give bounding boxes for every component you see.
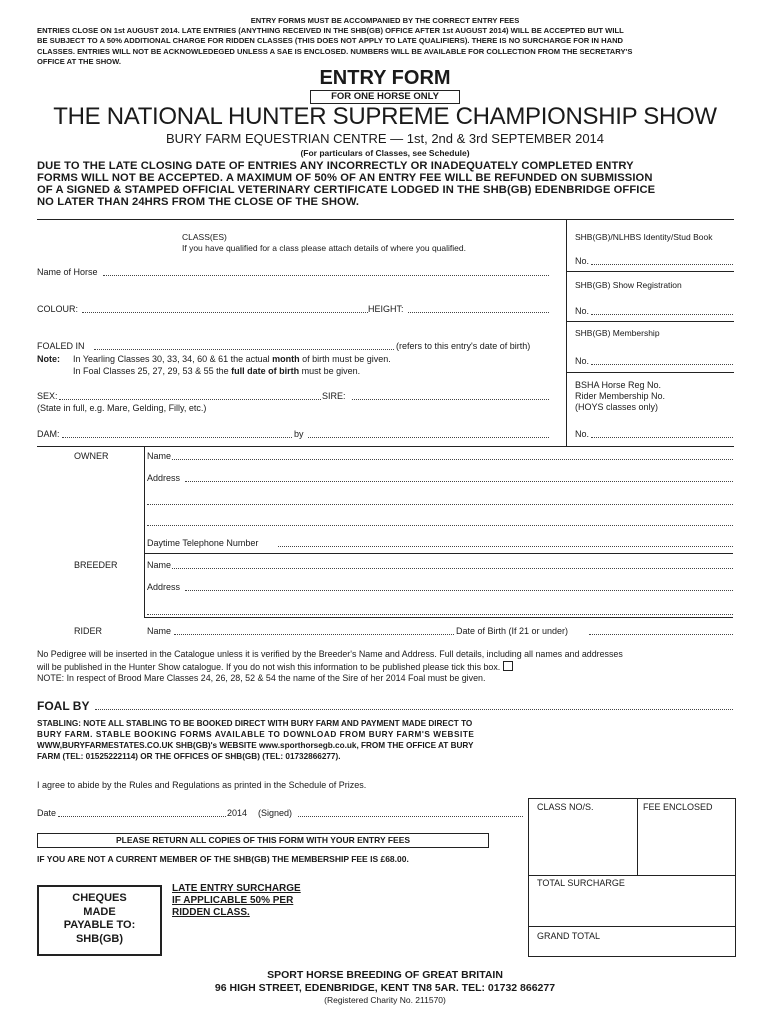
warning-line-1: DUE TO THE LATE CLOSING DATE OF ENTRIES ANY INCORRECTLY OR INADEQUATELY COMPLETED ENTRY (37, 160, 634, 172)
rider-label: RIDER (74, 626, 103, 636)
rider-name-label: Name (147, 626, 172, 636)
breeder-address-field-1[interactable] (185, 582, 733, 591)
one-horse-box: FOR ONE HORSE ONLY (310, 90, 460, 104)
owner-address-field-3[interactable] (147, 517, 733, 526)
note-line-1c: of birth must be given. (302, 354, 391, 364)
notice-line-4: CLASSES. ENTRIES WILL NOT BE ACKNOWLEDEGED UNLESS A SAE IS ENCLOSED. NUMBERS WILL BE AVAILABLE FOR COLLECTION FROM THE SECRETARY'S (37, 46, 633, 56)
note-line-1 (73, 354, 391, 364)
fee-enclosed-label: FEE ENCLOSED (643, 802, 713, 812)
note-line-2 (73, 366, 360, 376)
right-divider-1 (566, 271, 734, 272)
fee-table-col-divider (637, 798, 638, 875)
breeder-address-field-2[interactable] (147, 606, 733, 615)
classes-label: CLASS(ES) (182, 232, 227, 242)
warning-line-2: FORMS WILL NOT BE ACCEPTED. A MAXIMUM OF 50% OF AN ENTRY FEE WILL BE REFUNDED ON SUBMISSION (37, 172, 653, 184)
membership-no-label: No. (575, 356, 590, 366)
total-surcharge-label: TOTAL SURCHARGE (537, 878, 625, 888)
owner-breeder-bracket (144, 447, 145, 617)
warning-line-3: OF A SIGNED & STAMPED OFFICIAL VETERINARY CERTIFICATE LODGED IN THE SHB(GB) EDENBRIDGE OFFICE (37, 184, 656, 196)
name-of-horse-field[interactable] (103, 267, 549, 276)
cheques-line-2: MADE (83, 905, 116, 918)
particulars-note: (For particulars of Classes, see Schedule) (300, 148, 470, 158)
foaled-in-label: FOALED IN (37, 341, 85, 351)
owner-address-label: Address (147, 473, 181, 483)
note-line-2b: full date of birth (231, 366, 300, 376)
cheques-line-4: SHB(GB) (75, 932, 124, 945)
notice-line-3: BE SUBJECT TO A 50% ADDITIONAL CHARGE FOR RIDDEN CLASSES (THIS DOES NOT APPLY TO LATE QUALIFIERS). THERE IS NO SURCHARGE FOR IN HAND (37, 36, 624, 46)
rider-name-field[interactable] (174, 626, 454, 635)
show-name: THE NATIONAL HUNTER SUPREME CHAMPIONSHIP SHOW (53, 103, 717, 130)
stud-book-no-field[interactable] (591, 256, 733, 265)
colour-field[interactable] (82, 304, 368, 313)
foal-by-field[interactable] (95, 701, 733, 710)
breeder-address-label: Address (147, 582, 181, 592)
agree-text: I agree to abide by the Rules and Regulations as printed in the Schedule of Prizes. (37, 780, 367, 790)
bsha-line-2: Rider Membership No. (575, 391, 666, 401)
by-field[interactable] (308, 429, 549, 438)
warning-block (37, 160, 655, 208)
breeder-name-field[interactable] (172, 560, 733, 569)
rider-dob-field[interactable] (589, 626, 733, 635)
note-line-2a: In Foal Classes 25, 27, 29, 53 & 55 the (73, 366, 229, 376)
note-label: Note: (37, 354, 60, 364)
owner-name-label: Name (147, 451, 172, 461)
stud-book-label: SHB(GB)/NLHBS Identity/Stud Book (575, 232, 713, 242)
breeder-name-label: Name (147, 560, 172, 570)
sire-field[interactable] (352, 391, 549, 400)
stabling-line-4: FARM (TEL: 01525222114) OR THE OFFICES OF SHB(GB) (TEL: 01732866277). (37, 752, 341, 761)
footer-address: 96 HIGH STREET, EDENBRIDGE, KENT TN8 5AR. TEL: 01732 866277 (214, 982, 556, 994)
signed-label: (Signed) (258, 808, 293, 818)
show-registration-label: SHB(GB) Show Registration (575, 280, 682, 290)
owner-address-field-1[interactable] (185, 473, 733, 482)
footer-org: SPORT HORSE BREEDING OF GREAT BRITAIN (267, 969, 503, 981)
owner-phone-label: Daytime Telephone Number (147, 538, 259, 548)
owner-phone-field[interactable] (278, 538, 733, 547)
owner-name-field[interactable] (172, 451, 733, 460)
right-divider-2 (566, 321, 734, 322)
bsha-line-1: BSHA Horse Reg No. (575, 380, 662, 390)
height-label: HEIGHT: (368, 304, 404, 314)
breeder-divider (144, 617, 733, 618)
late-surcharge-line-2: IF APPLICABLE 50% PER (172, 895, 294, 906)
stabling-line-3: WWW,BURYFARMESTATES.CO.UK SHB(GB)'s WEBSITE www.sporthorsegb.co.uk, FROM THE OFFICE AT BURY (37, 741, 474, 750)
foaled-in-field[interactable] (94, 341, 394, 350)
fee-enclosed-field[interactable] (639, 815, 733, 873)
notice-body (37, 26, 737, 68)
height-field[interactable] (408, 304, 549, 313)
entry-form-title: ENTRY FORM (319, 67, 451, 89)
venue: BURY FARM EQUESTRIAN CENTRE — 1st, 2nd & 3rd SEPTEMBER 2014 (165, 131, 605, 146)
publish-opt-out-checkbox[interactable] (503, 661, 513, 671)
form-mid-border (37, 446, 734, 447)
breeder-label: BREEDER (74, 560, 118, 570)
pedigree-line-2-text: will be published in the Hunter Show catalogue. If you do not wish this information to be published please tick this box. (37, 662, 501, 672)
colour-label: COLOUR: (37, 304, 79, 314)
date-year: 2014 (227, 808, 248, 818)
right-column-divider (566, 219, 567, 446)
late-surcharge-block (172, 883, 301, 919)
foaled-note: (refers to this entry's date of birth) (396, 341, 531, 351)
cheques-box (37, 885, 162, 956)
stud-book-no-label: No. (575, 256, 590, 266)
membership-no-field[interactable] (591, 356, 733, 365)
membership-fee-note: IF YOU ARE NOT A CURRENT MEMBER OF THE SHB(GB) THE MEMBERSHIP FEE IS £68.00. (37, 854, 409, 864)
notice-line-2: ENTRIES CLOSE ON 1st AUGUST 2014. LATE ENTRIES (ANYTHING RECEIVED IN THE SHB(GB) OFFICE AFTER 1st AUGUST 2014) WILL BE ACCEPTED BUT WILL (37, 26, 624, 35)
signature-field[interactable] (298, 808, 523, 817)
grand-total-label: GRAND TOTAL (537, 931, 601, 941)
stabling-block (37, 718, 587, 762)
stabling-line-2: BURY FARM. STABLE BOOKING FORMS AVAILABLE TO DOWNLOAD FROM BURY FARM'S WEBSITE (37, 730, 475, 739)
footer-charity: (Registered Charity No. 211570) (324, 995, 446, 1005)
form-top-border (37, 219, 734, 220)
cheques-line-1: CHEQUES (72, 892, 127, 904)
owner-address-field-2[interactable] (147, 496, 733, 505)
date-field[interactable] (58, 808, 226, 817)
warning-line-4: NO LATER THAN 24HRS FROM THE CLOSE OF THE SHOW. (37, 196, 360, 208)
note-line-2c: must be given. (301, 366, 361, 376)
right-divider-3 (566, 372, 734, 373)
dam-label: DAM: (37, 429, 60, 439)
classes-note: If you have qualified for a class please attach details of where you qualified. (182, 243, 466, 253)
sex-note: (State in full, e.g. Mare, Gelding, Filly, etc.) (37, 403, 207, 413)
owner-divider (144, 553, 733, 554)
pedigree-line-1: No Pedigree will be inserted in the Catalogue unless it is verified by the Breeder's Name and Address. Full details, including all names and addresses (37, 649, 623, 659)
note-line-1b: month (272, 354, 300, 364)
fee-table-row-divider-1 (528, 875, 735, 876)
bsha-no-label: No. (575, 429, 590, 439)
membership-label: SHB(GB) Membership (575, 328, 660, 338)
notice-line-5: OFFICE AT THE SHOW. (37, 57, 121, 67)
sex-field[interactable] (59, 391, 321, 400)
notice-line-1: ENTRY FORMS MUST BE ACCOMPANIED BY THE CORRECT ENTRY FEES (250, 16, 520, 25)
foal-by-label: FOAL BY (37, 699, 90, 713)
sex-label: SEX: (37, 391, 58, 401)
show-registration-no-label: No. (575, 306, 590, 316)
pedigree-line-3: NOTE: In respect of Brood Mare Classes 24, 26, 28, 52 & 54 the name of the Sire of her 2014 Foal must be given. (37, 673, 486, 683)
owner-label: OWNER (74, 451, 109, 461)
show-registration-no-field[interactable] (591, 306, 733, 315)
bsha-line-3: (HOYS classes only) (575, 402, 659, 412)
class-nos-field[interactable] (530, 815, 635, 873)
class-nos-label: CLASS NO/S. (537, 802, 594, 812)
dam-field[interactable] (62, 429, 292, 438)
cheques-line-3: PAYABLE TO: (63, 919, 136, 931)
return-note-box: PLEASE RETURN ALL COPIES OF THIS FORM WITH YOUR ENTRY FEES (37, 833, 489, 848)
rider-dob-label: Date of Birth (If 21 or under) (456, 626, 569, 636)
note-line-1a: In Yearling Classes 30, 33, 34, 60 & 61 the actual (73, 354, 270, 364)
bsha-no-field[interactable] (591, 429, 733, 438)
header-notice (0, 16, 770, 26)
late-surcharge-line-3: RIDDEN CLASS. (172, 907, 250, 918)
by-label: by (294, 429, 304, 439)
date-label: Date (37, 808, 57, 818)
pedigree-line-2 (37, 661, 513, 672)
sire-label: SIRE: (322, 391, 346, 401)
fee-table-row-divider-2 (528, 926, 735, 927)
stabling-line-1: STABLING: NOTE ALL STABLING TO BE BOOKED DIRECT WITH BURY FARM AND PAYMENT MADE DIRECT TO (37, 719, 473, 728)
late-surcharge-line-1: LATE ENTRY SURCHARGE (172, 883, 301, 894)
name-of-horse-label: Name of Horse (37, 267, 98, 277)
